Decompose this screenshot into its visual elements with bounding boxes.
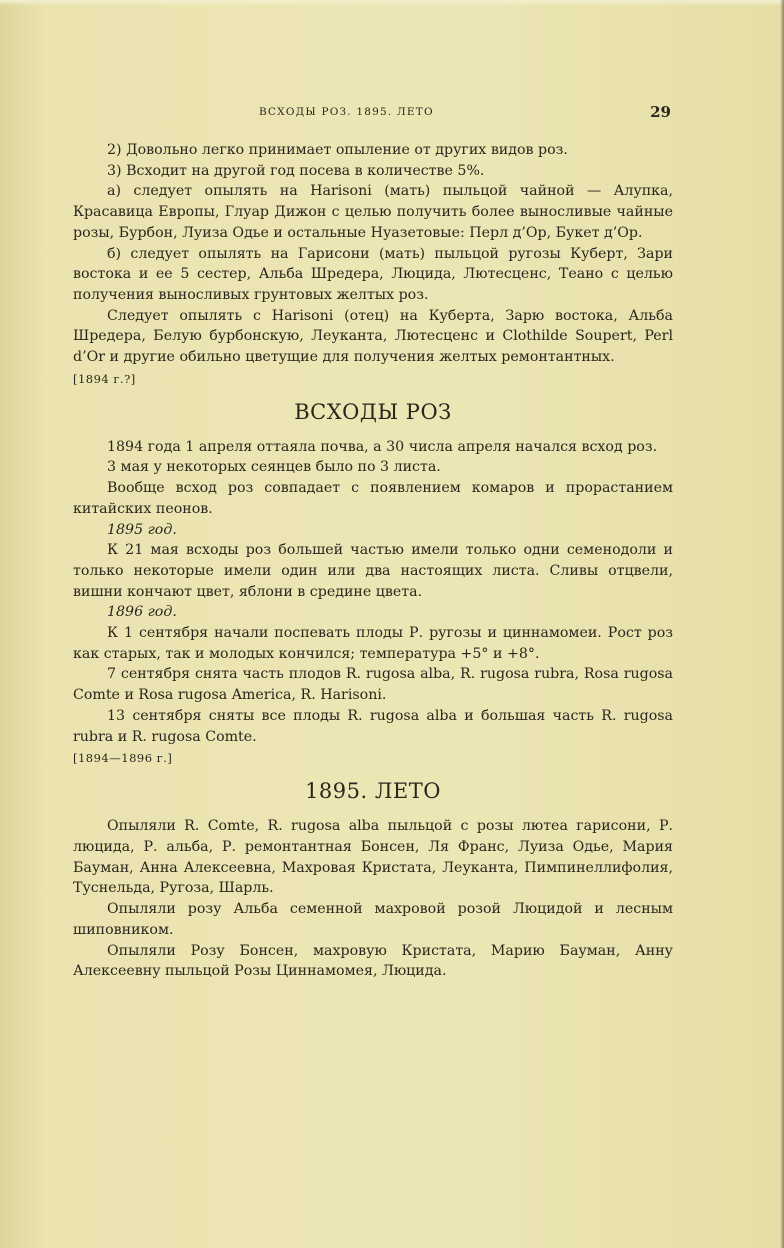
year-heading-1896: 1896 год. <box>107 604 177 621</box>
page-number: 29 <box>650 103 671 121</box>
seedlings-paragraph-7: 13 сентября сняты все плоды R. rugosa alba и большая часть R. rugosa rubra и R. rugosa Comte. <box>73 707 673 745</box>
intro-paragraph-4: б) следует опылять на Гарисони (мать) пыльцой ругозы Куберт, Зари востока и ее 5 сестер, Альба Шредера, Люцида, Лютесценс, Теано с целью получения выносливых грунтовых желтых роз. <box>73 245 673 303</box>
page-body <box>73 140 673 982</box>
page-header <box>73 103 673 123</box>
intro-date: [1894 г.?] <box>73 371 136 386</box>
page-edge-shadow <box>780 0 784 1248</box>
year-heading-1895: 1895 год. <box>107 521 177 538</box>
seedlings-date: [1894—1896 г.] <box>73 751 173 766</box>
seedlings-paragraph-1: 1894 года 1 апреля оттаяла почва, а 30 числа апреля начался всход роз. <box>107 438 658 455</box>
seedlings-paragraph-4: К 21 мая всходы роз большей частью имели только одни семенодоли и только некоторые имели один или два настоящих листа. Сливы отцвели, вишни кончают цвет, яблони в средине цвета. <box>73 542 673 600</box>
summer-paragraph-3: Опыляли Розу Бонсен, махровую Кристата, Марию Бауман, Анну Алексеевну пыльцой Розы Циннамомея, Люцида. <box>73 942 673 980</box>
section-title-rose-seedlings: ВСХОДЫ РОЗ <box>294 399 452 424</box>
intro-paragraph-5: Следует опылять с Harisoni (отец) на Куберта, Зарю востока, Альба Шредера, Белую бурбонскую, Леуканта, Лютесценс и Clothilde Soupert, Perl d’Or и другие обильно цветущие для получения желтых ремонтантных. <box>73 307 673 366</box>
running-head: ВСХОДЫ РОЗ. 1895. ЛЕТО <box>259 106 434 118</box>
summer-paragraph-2: Опыляли розу Альба семенной махровой розой Люцидой и лесным шиповником. <box>73 901 673 938</box>
intro-paragraph-1: 2) Довольно легко принимает опыление от других видов роз. <box>107 142 568 158</box>
section-title-summer-1895: 1895. ЛЕТО <box>305 779 441 804</box>
intro-paragraph-2: 3) Всходит на другой год посева в количестве 5%. <box>107 162 485 179</box>
seedlings-paragraph-3: Вообще всход роз совпадает с появлением комаров и прорастанием китайских пеонов. <box>73 480 673 517</box>
intro-paragraph-3: а) следует опылять на Harisoni (мать) пыльцой чайной — Алупка, Красавица Европы, Глуар Дижон с целью получить более выносливые чайные розы, Бурбон, Луиза Одье и остальные Нуазетовые: Перл д’Ор, Букет д’Ор. <box>73 183 673 241</box>
seedlings-paragraph-2: 3 мая у некоторых сеянцев было по 3 листа. <box>107 459 441 476</box>
seedlings-paragraph-6: 7 сентября снята часть плодов R. rugosa alba, R. rugosa rubra, Rosa rugosa Comte и Rosa rugosa America, R. Harisoni. <box>73 666 673 704</box>
summer-paragraph-1: Опыляли R. Comte, R. rugosa alba пыльцой с розы лютеа гарисони, Р. люцида, Р. альба, Р. ремонтантная Бонсен, Ля Франс, Луиза Одье, Мария Бауман, Анна Алексеевна, Махровая Кристата, Леуканта, Пимпинеллифолия, Туснельда, Ругоза, Шарль. <box>73 818 673 897</box>
seedlings-paragraph-5: К 1 сентября начали поспевать плоды Р. ругозы и циннамомеи. Рост роз как старых, так и молодых кончился; температура +5° и +8°. <box>73 625 673 662</box>
